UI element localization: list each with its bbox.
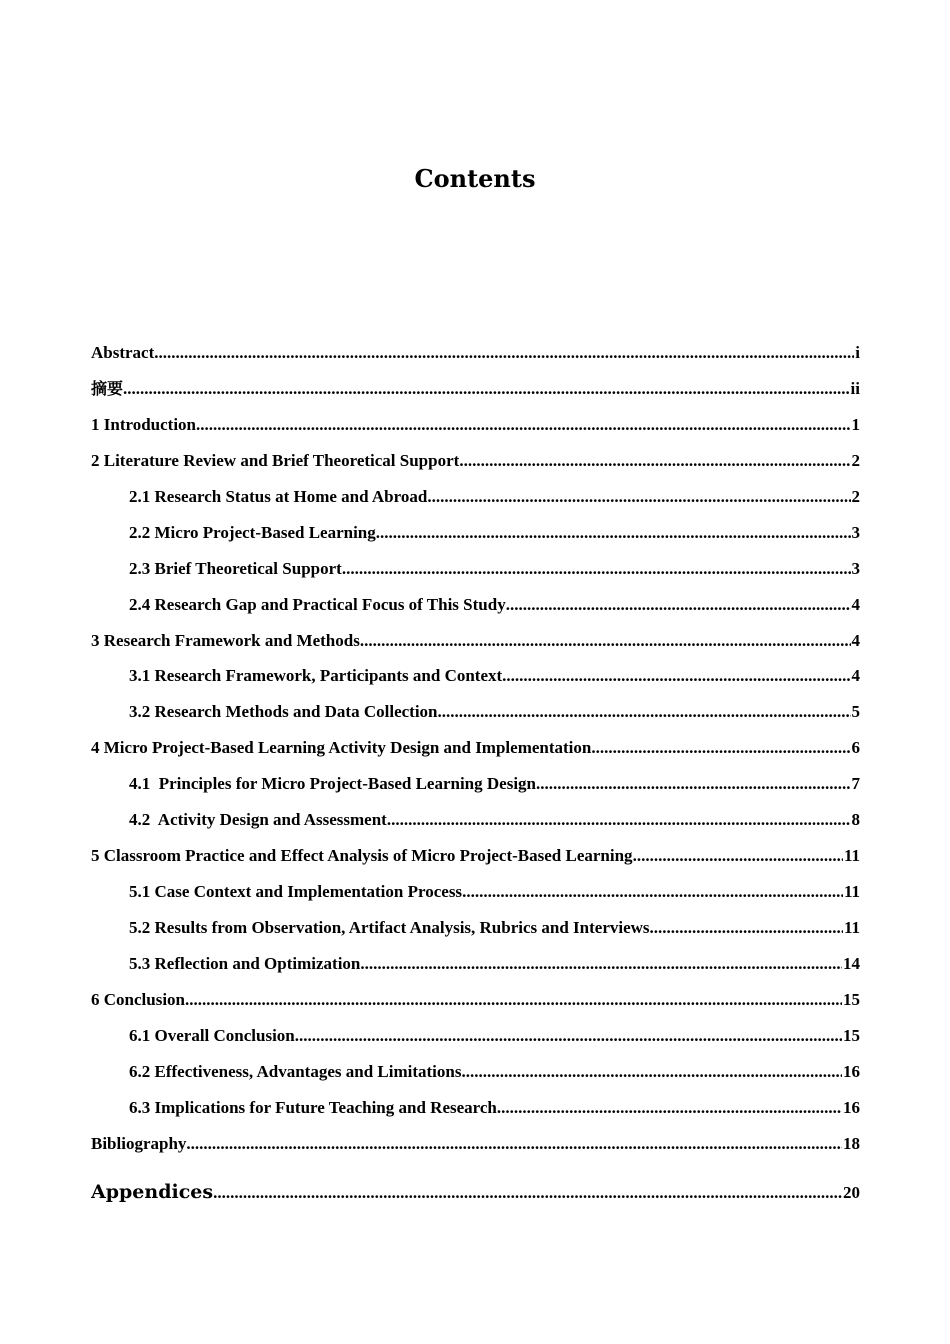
toc-entry-page: 15 (843, 989, 860, 1009)
toc-entry-section-4-2[interactable] (91, 807, 860, 843)
toc-entry-label: 3.1 Research Framework, Participants and Context (129, 666, 503, 686)
toc-leader-dots (342, 556, 851, 582)
toc-entry-page: 14 (843, 953, 860, 973)
toc-entry-chapter-3[interactable] (91, 628, 860, 664)
toc-entry-page: 1 (851, 414, 860, 434)
toc-leader-dots (650, 915, 843, 941)
toc-entry-label: 5.3 Reflection and Optimization (129, 953, 361, 973)
toc-entry-page: 7 (851, 774, 860, 794)
toc-leader-dots (360, 628, 851, 654)
toc-entry-section-6-2[interactable] (91, 1059, 860, 1095)
toc-entry-page: ii (850, 378, 860, 398)
toc-entry-section-2-1[interactable] (91, 484, 860, 520)
toc-entry-section-2-2[interactable] (91, 520, 860, 556)
toc-entry-label: 摘要 (91, 378, 124, 398)
toc-entry-label: 6.3 Implications for Future Teaching and Research (129, 1097, 497, 1117)
toc-leader-dots (186, 1131, 842, 1157)
toc-entry-section-5-3[interactable] (91, 951, 860, 987)
toc-entry-chinese-abstract[interactable] (91, 376, 860, 412)
toc-entry-page: 4 (851, 666, 860, 686)
toc-entry-chapter-1[interactable] (91, 412, 860, 448)
toc-entry-section-2-3[interactable] (91, 556, 860, 592)
toc-leader-dots (461, 1059, 842, 1085)
toc-entry-page: 16 (843, 1097, 860, 1117)
toc-leader-dots (591, 735, 850, 761)
toc-entry-label: 1 Introduction (91, 414, 197, 434)
toc-entry-chapter-5[interactable] (91, 843, 860, 879)
table-of-contents (91, 340, 860, 1215)
toc-entry-page: 2 (851, 486, 860, 506)
toc-leader-dots (438, 699, 851, 725)
toc-entry-section-6-3[interactable] (91, 1095, 860, 1131)
toc-entry-appendices[interactable] (91, 1179, 860, 1215)
toc-entry-label: 5 Classroom Practice and Effect Analysis of Micro Project-Based Learning (91, 846, 633, 866)
toc-entry-label: 3 Research Framework and Methods (91, 630, 360, 650)
toc-entry-section-2-4[interactable] (91, 592, 860, 628)
toc-entry-label: Appendices (91, 1180, 214, 1203)
toc-entry-page: i (855, 343, 860, 362)
toc-entry-label: 6.2 Effectiveness, Advantages and Limitations (129, 1061, 462, 1081)
toc-entry-section-4-1[interactable] (91, 771, 860, 807)
toc-entry-page: 4 (851, 630, 860, 650)
toc-entry-section-6-1[interactable] (91, 1023, 860, 1059)
toc-entry-page: 16 (843, 1061, 860, 1081)
toc-entry-page: 2 (851, 450, 860, 470)
toc-leader-dots (497, 1095, 842, 1121)
toc-entry-page: 5 (851, 702, 860, 722)
toc-entry-page: 3 (851, 558, 860, 578)
toc-entry-section-5-2[interactable] (91, 915, 860, 951)
toc-leader-dots (459, 448, 850, 474)
toc-entry-page: 11 (843, 846, 860, 866)
toc-entry-section-5-1[interactable] (91, 879, 860, 915)
toc-entry-label: 4.2 Activity Design and Assessment (129, 810, 387, 830)
toc-leader-dots (123, 376, 850, 402)
toc-entry-label: Bibliography (91, 1133, 187, 1153)
toc-leader-dots (213, 1180, 842, 1206)
toc-leader-dots (376, 520, 851, 546)
toc-entry-label: 5.2 Results from Observation, Artifact Analysis, Rubrics and Interviews (129, 918, 650, 937)
toc-entry-label: 3.2 Research Methods and Data Collection (129, 702, 438, 722)
toc-entry-page: 8 (851, 810, 860, 830)
toc-entry-page: 11 (843, 882, 860, 902)
toc-entry-chapter-4[interactable] (91, 735, 860, 771)
toc-leader-dots (506, 592, 851, 618)
toc-entry-label: 5.1 Case Context and Implementation Process (129, 882, 463, 902)
toc-entry-label: 4.1 Principles for Micro Project-Based Learning Design (129, 774, 536, 794)
toc-entry-page: 3 (851, 522, 860, 542)
toc-entry-label: Abstract (91, 343, 155, 362)
toc-entry-label: 4 Micro Project-Based Learning Activity Design and Implementation (91, 738, 592, 758)
toc-entry-label: 2.4 Research Gap and Practical Focus of This Study (129, 594, 506, 614)
toc-leader-dots (185, 987, 842, 1013)
toc-entry-chapter-6[interactable] (91, 987, 860, 1023)
toc-entry-label: 6 Conclusion (91, 989, 185, 1009)
toc-entry-label: 2.2 Micro Project-Based Learning (129, 522, 376, 542)
toc-entry-label: 2 Literature Review and Brief Theoretical Support (91, 450, 460, 470)
toc-entry-page: 18 (843, 1133, 860, 1153)
page-title: Contents (414, 164, 536, 193)
toc-leader-dots (633, 843, 843, 869)
toc-leader-dots (427, 484, 850, 510)
toc-entry-chapter-2[interactable] (91, 448, 860, 484)
toc-entry-page: 11 (843, 918, 860, 937)
toc-leader-dots (387, 807, 851, 833)
toc-entry-page: 20 (843, 1182, 860, 1202)
toc-leader-dots (502, 663, 850, 689)
toc-entry-section-3-2[interactable] (91, 699, 860, 735)
toc-entry-page: 4 (851, 594, 860, 614)
toc-leader-dots (295, 1023, 842, 1049)
toc-entry-page: 6 (851, 738, 860, 758)
toc-leader-dots (536, 771, 851, 797)
toc-entry-label: 2.1 Research Status at Home and Abroad (129, 486, 428, 506)
toc-entry-bibliography[interactable] (91, 1131, 860, 1167)
toc-entry-section-3-1[interactable] (91, 663, 860, 699)
toc-leader-dots (360, 951, 842, 977)
toc-entry-page: 15 (843, 1025, 860, 1045)
toc-entry-label: 2.3 Brief Theoretical Support (129, 558, 342, 578)
toc-leader-dots (196, 412, 850, 438)
toc-leader-dots (462, 879, 843, 905)
toc-leader-dots (154, 340, 854, 366)
toc-entry-label: 6.1 Overall Conclusion (129, 1025, 295, 1045)
toc-entry-abstract[interactable] (91, 340, 860, 376)
